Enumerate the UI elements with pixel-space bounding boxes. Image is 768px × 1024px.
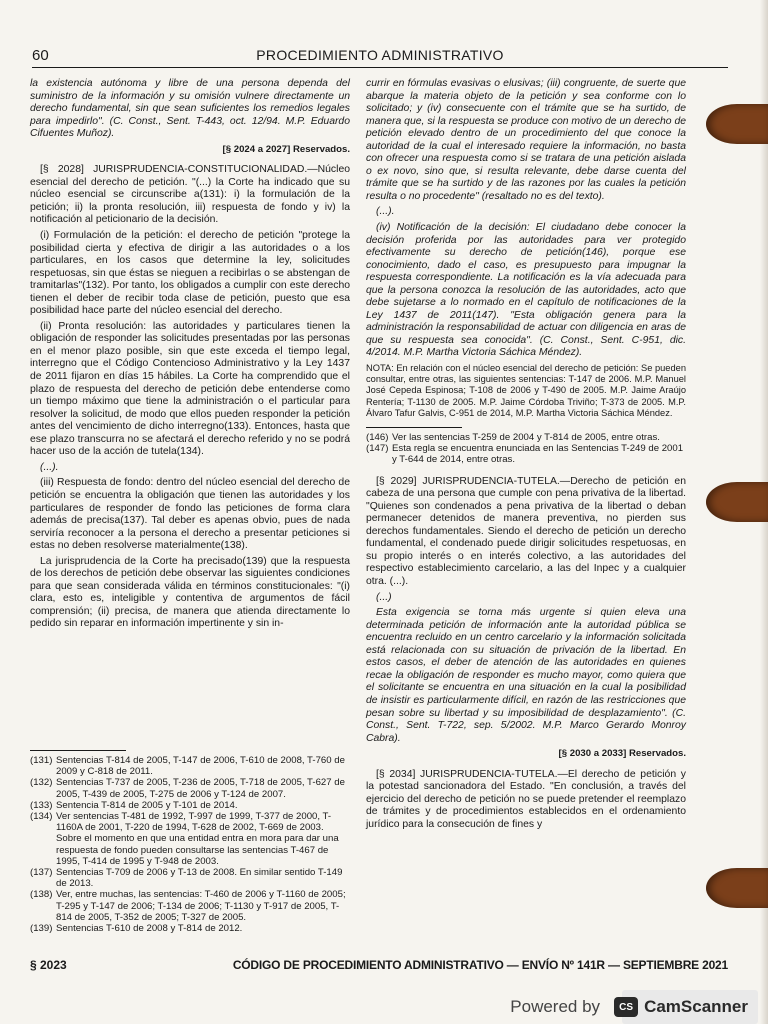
footnote [30, 800, 350, 811]
footnote [30, 777, 350, 799]
binder-hole-top [706, 104, 768, 144]
jurisprudencia-paragraph: La jurisprudencia de la Corte ha precisado(139) que la respuesta de los derechos de petición debe observar las siguientes condiciones para que sean considerada válida en términos constitucionales: "(i) clara, esto es, inteligible y contentiva de argumentos de fácil comprensión; (ii) precisa, de manera que atienda directamente lo pedido sin reparar en información impertinente y sin in- [30, 555, 350, 630]
ellipsis-2: (...). [376, 206, 395, 218]
footnote [366, 432, 686, 443]
footnote-text: Sentencias T-610 de 2008 y T-814 de 2012. [56, 923, 243, 935]
respuesta-fondo-paragraph: (iii) Respuesta de fondo: dentro del núcleo esencial del derecho de petición se encuentra la obligación que tienen las autoridades y los particulares de responder de fondo las peticiones de forma clara además de precisa(137). Tal deber es apenas obvio, pues de nada serviría reconocer a la persona el derecho a presentar peticiones si estas no deben resolverse materialmente(138). [30, 477, 350, 552]
footnote-rule [30, 750, 126, 751]
footer-publication: CÓDIGO DE PROCEDIMIENTO ADMINISTRATIVO — ENVÍO Nº 141R — SEPTIEMBRE 2021 [232, 958, 728, 972]
footnote-number: (139) [30, 923, 53, 935]
ellipsis-3: (...) [376, 591, 392, 603]
footnote-number: (147) [366, 443, 389, 455]
reserved-note-2030-2033: [§ 2030 a 2033] Reservados. [558, 748, 686, 760]
footnote-text: Sentencia T-814 de 2005 y T-101 de 2014. [56, 799, 238, 811]
section-2028: [§ 2028] JURISPRUDENCIA-CONSTITUCIONALIDAD.—Núcleo esencial del derecho de petición. "(...) la Corte ha indicado que su núcleo esencial se circunscribe a(131): i) la formulación de la petición; ii) la pronta resolución, iii) respuesta de fondo y iv) la notificación al peticionario de la decisión. [30, 164, 350, 226]
right-paragraph-1: currir en fórmulas evasivas o elusivas; (iii) congruente, de suerte que abarque la materia objeto de la petición y sea conforme con lo solicitado; y (iv) consecuente con el trámite que se ha surtido, de manera que, si la respuesta se produce con motivo de un derecho de petición elevado dentro de un procedimiento del que conoce la autoridad de la cual el interesado requiere la información, no basta con ofrecer una respuesta como si se tratara de una petición aislada o ex novo, sino que, si resulta relevante, debe darse cuenta del trámite que se ha surtido y de las razones por las cuales la petición resulta o no procedente" (resaltado no es del texto). [366, 78, 686, 202]
camscanner-name: CamScanner [644, 997, 748, 1016]
footnote-number: (134) [30, 811, 53, 823]
footnote-number: (138) [30, 889, 53, 901]
footnote [30, 889, 350, 923]
section-2034: [§ 2034] JURISPRUDENCIA-TUTELA.—El derecho de petición y la potestad sancionadora del Estado. "En conclusión, a través del ejercicio del derecho de petición no se puede pretender el reemplazo de trámites y de procedimientos establecidos en el ordenamiento jurídico para la consecución de fines y [366, 768, 686, 830]
footnote [30, 755, 350, 777]
footnote-number: (146) [366, 432, 389, 444]
footnote-text: Ver sentencias T-481 de 1992, T-997 de 1999, T-377 de 2000, T-1160A de 2001, T-220 de 1994, T-628 de 2002, T-669 de 2003. Sobre el momento en que una entidad entra en mora para dar una respuesta de fondo pueden consultarse las sentencias T-467 de 1995, T-414 de 1995 y T-948 de 2003. [56, 811, 339, 867]
left-column [30, 78, 350, 634]
right-column [366, 78, 686, 834]
camscanner-logo-icon: CS [614, 997, 638, 1017]
footnote [30, 923, 350, 934]
footnote-number: (137) [30, 867, 53, 879]
footnote-text: Ver, entre muchas, las sentencias: T-460 de 2006 y T-1160 de 2005; T-295 y T-147 de 2006; T-134 de 2006; T-1130 y T-917 de 2005, T-814 de 2005, T-352 de 2005; T-327 de 2005. [56, 889, 346, 923]
page-footer [30, 958, 728, 976]
footnote-text: Sentencias T-709 de 2006 y T-13 de 2008. En similar sentido T-149 de 2013. [56, 867, 343, 890]
formulacion-paragraph: (i) Formulación de la petición: el derecho de petición "protege la posibilidad cierta y efectiva de dirigir a las autoridades o a los particulares, en los casos que determine la ley, solicitudes respetuosas, sin que éstas se nieguen a recibirlas o se abstengan de tramitarlas"(132). Por tanto, los obligados a cumplir con este derecho tienen el deber de recibir toda clase de petición, puesto que esa posibilidad hace parte del núcleo esencial del derecho. [30, 230, 350, 317]
exigencia-paragraph: Esta exigencia se torna más urgente si quien eleva una determinada petición de información ante la autoridad pública se encuentra recluido en un centro carcelario y la información solicitada está relacionada con su situación de privación de la libertad. En estos casos, el deber de atención de las autoridades en quienes recae la obligación de responder es mucho mayor, como quiera que el solicitante se encuentra en una situación en la cual la posibilidad de insistir es particularmente difícil, en razón de las restricciones que pesan sobre su libertad y su imposibilidad de desplazamiento". (C. Const., Sent. T-722, sep. 5/2002. M.P. Marco Gerardo Monroy Cabra). [366, 607, 686, 744]
footnote-text: Sentencias T-737 de 2005, T-236 de 2005, T-718 de 2005, T-627 de 2005, T-439 de 2005, T-275 de 2006 y T-124 de 2007. [56, 777, 345, 800]
ellipsis-1: (...). [40, 461, 59, 473]
footnote-number: (132) [30, 777, 53, 789]
left-paragraph-1: la existencia autónoma y libre de una persona dependa del suministro de la información y su omisión vulnere directamente un derecho fundamental, sin que sean suficientes los remedios legales para impedirlo". (C. Const., Sent. T-443, oct. 12/94. M.P. Eduardo Cifuentes Muñoz). [30, 78, 350, 140]
reserved-note-2024-2027: [§ 2024 a 2027] Reservados. [222, 143, 350, 155]
binder-hole-middle [706, 482, 768, 522]
footer-section: § 2023 [30, 958, 67, 972]
footnote-text: Ver las sentencias T-259 de 2004 y T-814 de 2005, entre otras. [392, 432, 660, 444]
footnote [30, 867, 350, 889]
footnote-number: (133) [30, 799, 53, 811]
notificacion-paragraph: (iv) Notificación de la decisión: El ciudadano debe conocer la decisión proferida por las autoridades para ver protegido efectivamente su derecho de petición(146), porque ese conocimiento, dado el caso, es presupuesto para impugnar la respuesta correspondiente. La notificación es la vía adecuada para que la persona conozca la resolución de las autoridades, acto que debe sujetarse a lo normado en el capítulo de notificaciones de la Ley 1437 de 2011(147). "Esta obligación genera para la administración la responsabilidad de actuar con diligencia en aras de que su respuesta sea conocida". (C. Const., Sent. C-951, dic. 4/2014. M.P. Martha Victoria Sáchica Méndez). [366, 222, 686, 359]
page-number: 60 [32, 47, 49, 64]
footnote-rule [366, 427, 462, 428]
footnote [366, 443, 686, 465]
page-title: PROCEDIMIENTO ADMINISTRATIVO [256, 47, 504, 63]
left-footnotes [30, 742, 350, 934]
binder-hole-bottom [706, 868, 768, 908]
section-2029: [§ 2029] JURISPRUDENCIA-TUTELA.—Derecho de petición en cabeza de una persona que cumple con pena privativa de la libertad. "Quienes son condenados a pena privativa de la libertad o deban permanecer detenidos de manera preventiva, no pierden sus derechos fundamentales. Siendo el derecho de petición un derecho fundamental, el condenado puede dirigir solicitudes respetuosas, en su propio interés o en interés colectivo, a las autoridades del respectivo establecimiento carcelario, a las del Inpec y a cualquier otra. (...). [366, 475, 686, 588]
footnote-text: Sentencias T-814 de 2005, T-147 de 2006, T-610 de 2008, T-760 de 2009 y C-818 de 2011. [56, 755, 345, 778]
page-header [32, 44, 728, 68]
pronta-resolucion-paragraph: (ii) Pronta resolución: las autoridades y particulares tienen la obligación de responder las solicitudes presentadas por las personas en el menor plazo posible, sin que este exceda el tiempo legal, interregno que el Código Contencioso Administrativo y la Ley 1437 de 2011 fijaron en días 15 hábiles. La Corte ha comprendido que el plazo de respuesta del derecho de petición debe entenderse como un tiempo máximo que tiene la administración o el particular para resolver la solicitud, de modo que ellos pueden responder la petición antes del vencimiento de dicho interregno(133). Entonces, hasta que ese plazo transcurra no se afectará el derecho referido y no se podrá hacer uso de la acción de tutela(134). [30, 320, 350, 458]
nota-paragraph: NOTA: En relación con el núcleo esencial del derecho de petición: Se pueden consultar, entre otras, las siguientes sentencias: T-147 de 2006. M.P. Manuel José Cepeda Espinosa; T-108 de 2006 y T-490 de 2005. M.P. Jaime Araújo Rentería; T-1130 de 2005. M.P. Jaime Córdoba Triviño; T-373 de 2005. M.P. Álvaro Tafur Galvis, C-951 de 2014, M.P. Martha Victoria Sáchica Méndez. [366, 363, 686, 418]
camscanner-watermark [510, 992, 748, 1022]
powered-by-text: Powered by [510, 997, 601, 1016]
footnote [30, 811, 350, 867]
footnote-number: (131) [30, 755, 53, 766]
footnote-text: Esta regla se encuentra enunciada en las Sentencias T-249 de 2001 y T-644 de 2014, entre otras. [392, 443, 684, 466]
